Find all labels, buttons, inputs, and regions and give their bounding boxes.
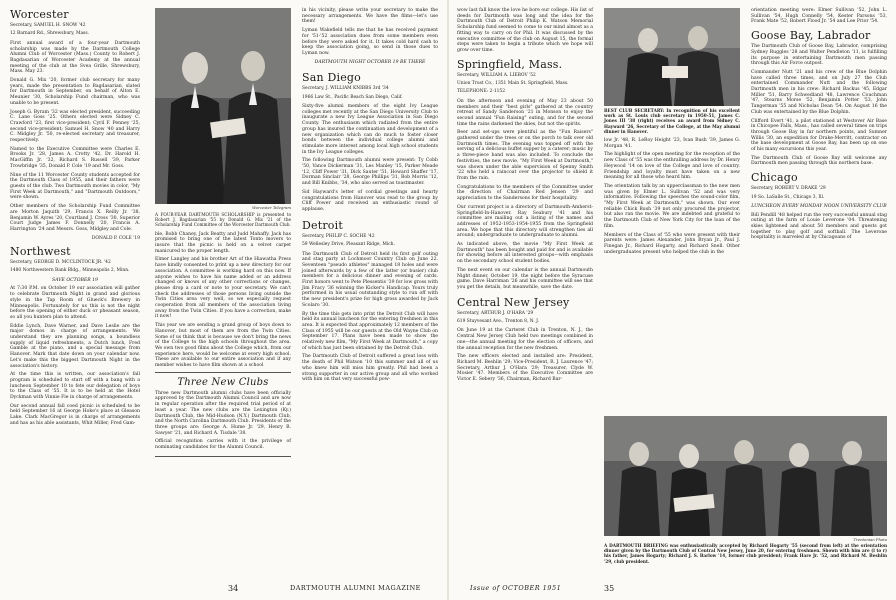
san-diego-secretary: Secretary, J. WILLIAM KNIBBS 3rd '34 — [302, 86, 389, 92]
worcester-paragraph: Joseph G. Byram '32 was elected president, succeeding C. Lane Goss '25. Others elected were Sidney C. Crawford '23, first vice-president; Cyril F. Penney '25, second vice-president; Samuel H. Snow '40 and Harry C. Midgley Jr. '50, re-elected secretary and treasurer, respectively. — [10, 109, 140, 144]
central-new-jersey-continued-paragraph: Members of the Class of '55 who were present with their parents were: James Alexander, John Bryan Jr., Paul J. Finegan Jr., Richard Hogarty, and Richard Snell. Other undergraduates present who helped the club in the — [604, 232, 740, 255]
chicago-secretary: Secretary, ROBERT V. DRAKE '29 — [751, 186, 826, 192]
worcester-signature: DONALD P. COLE '19 — [91, 235, 140, 241]
briefing-photo-credit: Trentonian Photo — [853, 537, 887, 542]
northwest-continued-paragraph: in his vicinity, please write your secretary to make the necessary arrangements. We have the films—let's use them! — [302, 8, 438, 25]
central-new-jersey-continued-paragraph: The orientation talk by an upperclassman to the new men was given by Elmer L. Sullivan '52 and was very informative. Following the speeches the sound-color film, "My First Week at Dartmouth," was shown. Our ever reliable Chick Bush '39 not only procured the projector, but also ran the movie. We are indebted and grateful to the Dartmouth Club of New York City for the loan of the film. — [604, 183, 740, 229]
worcester-paragraph: Other members of the Scholarship Fund Committee are Morton Jaquith '29, Francis X. Reilly Jr. '38, Benjamin W. Ayres '20, Courtland J. Cross '30, Superior Court Judge James F. Donnelly '20, Francis A. Harrington '24 and Messrs. Goss, Midgley and Cole. — [10, 204, 140, 232]
northwest-continued-paragraph: Elmer Langley and his brother Art of the Hiawatha Press have kindly consented to print up a new directory for our association. A committee is working hard on this now. If anyone wishes to have his name added or an address changed or knows of any other corrections or changes, please drop a card or note to your secretary. We can't check the addresses of those persons living outside the Twin Cities area very well, so we especially request cooperation from all members of the association living away from the Twin Cities. If you have a correction, make it now! — [155, 257, 291, 320]
central-new-jersey-paragraph: The new officers elected and installed are: President, Richard M. Beshlin '29; Vice-President, R. J. Laurence '47; Secretary, Arthur J. O'Hara '29; Treasurer, Clyde W. Mosier '47. Members of the Executive Committee are Victor E. Sebery '36, Chairman, Richard Bar- — [457, 354, 593, 383]
detroit-paragraph: The Dartmouth Club of Detroit held its first golf outing and stag party at Lochmoor Country Club on June 22. Seventeen "pseudo athletes" managed 18 holes and were joined afterwards by a few of the latter (or busier) club members for a delicious dinner and evening of cards. First honors went to Pete Plessentis '39 for low gross with Jim Fracy '36 winning the Kicker's Handicap. Yours truly performed in his usual outstanding style to run off with the new president's prize for high gross awarded by Jack Scolaro '30. — [302, 251, 438, 308]
san-diego-heading: San Diego — [302, 71, 361, 85]
northwest-paragraph: At 7:30 P.M. on October 19 our association will gather to celebrate Dartmouth Night in grand and glorious style in the Tap Room of Glueck's Brewery in Minneapolis. Fortunately for us this is not the night before the opening of either duck or pheasant season, so all you hunters plan to attend. — [10, 286, 140, 320]
central-new-jersey-address: 619 Stuyvesant Ave., Trenton 8, N. J. — [457, 319, 539, 325]
northwest-continued-paragraph: This year we are sending a grand group of boys down to Hanover, but most of them are from the Twin Cities. Some of us think that is because we don't bring the news of the College to the high schools throughout the area. We own two good films about the College which, from our experience here, would be welcome at every high school. These are available to our entire association and if any member wishes to have film shown at a school — [155, 323, 291, 369]
worcester-paragraph: Named to the Executive Committee were Charles E. Brooks Jr. '28, James A. Crotty '42, Dr. Harold H. MacGiffin Jr. '32, Richard S. Russell '39, Parker Trowbridge '35, Donald P. Cole '19 and Mr. Goss. — [10, 146, 140, 169]
detroit-paragraph: The Dartmouth Club of Detroit suffered a great loss with the death of Phil Watson '10 this summer and all of us who knew him will miss him greatly. Phil had been a strong supporter in our active group and all who worked with him on that very successful pow- — [302, 354, 438, 383]
page-gutter — [447, 0, 449, 600]
left-column-2 — [155, 8, 291, 460]
chicago-luncheon-notice: LUNCHEON EVERY MONDAY NOON UNIVERSITY CLUB — [751, 203, 887, 209]
detroit-address: 59 Wellesley Drive, Pleasant Ridge, Mich. — [302, 242, 395, 248]
detroit-paragraph: By the time this gets into print the Detroit Club will have held its annual luncheon for the entering freshmen in this area. It is expected that approximately 12 members of the Class of 1955 will be our guests at the Old Wayne Club on September 17. Plans have been made to show the relatively new film, "My First Week at Dartmouth," a copy of which has just been obtained by the Detroit Club. — [302, 311, 438, 351]
goose-bay-paragraph: The Dartmouth Club of Goose Bay, Labrador, comprising Sydney Ruggles '28 and Walter Pendleton '11, is fulfilling its purpose in entertaining Dartmouth men passing through this Air Force outpost. — [751, 44, 887, 67]
central-new-jersey-continued-paragraph: The highlight of the open meeting for the reception of the new Class of '55 was the enthralling address by Dr. Henry Heywood '14 on love of the College and love of country. Friendship and loyalty must have taken on a new meaning for all those who heard him. — [604, 152, 740, 181]
scholarship-photo — [155, 8, 291, 204]
briefing-photo-block — [604, 416, 887, 568]
right-footer-issue: Issue of OCTOBER 1951 — [470, 584, 562, 592]
left-column-3 — [302, 8, 438, 386]
right-column-2 — [604, 8, 740, 258]
springfield-paragraph: Congratulations to the members of the Committee under the direction of Chairman Red Jensen '29 and appreciation to the Sandersons for their hospitality. — [457, 184, 593, 202]
scholarship-photo-image — [155, 8, 291, 204]
chicago-paragraph: Bill Pendill '48 helped run the very successful annual stag outing at the farm of Louie Leverone '04. Threatening skies lightened and about 50 members and guests got together to play golf and softball. The Leverone hospitality is marveled at by Chicagoans of — [751, 212, 887, 241]
briefing-photo-image — [604, 416, 887, 536]
central-new-jersey-continued-paragraph: low Jr. '48, R. LeRoy Height '23, Ivan Bush '39, James G. Morgan '41. — [604, 138, 740, 149]
springfield-phone: TELEPHONE: 2-1152 — [457, 89, 506, 95]
best-secretary-photo-image — [604, 8, 740, 106]
springfield-address: Union Trust Co., 1351 Main St. Springfield, Mass. — [457, 81, 569, 87]
chicago-address: 19 So. LaSalle St., Chicago 3, Ill. — [751, 194, 825, 200]
goose-bay-paragraph: Clifford Evert '41, a pilot stationed at Westover Air Base in Chicopee Falls, Mass., has called several times on trips through Goose Bay in far northern points, and Sumner Willis '30, an expedition for Drake-Merritt, contractor on the base development at Goose Bay, has been up on one of his many excursions this year. — [751, 118, 887, 153]
central-new-jersey-paragraph: On June 19 at the Carteret Club in Trenton, N. J., the Central New Jersey Club held two meetings combined in one—the annual meeting for the election of officers, and the annual reception for the new freshmen. — [457, 328, 593, 351]
northwest-continued-paragraph: ble, Bobb Chaney, Jack Beatty and Judd Mahaffy. Jack has promised to bring one of the latest Tonto movers to insure that the picnic is held on a velvet carpet manicured to the proper length. — [155, 231, 291, 254]
springfield-paragraph: As indicated above, the movie "My First Week at Dartmouth" has been bought and paid for and is available for showing before all interested groups—with emphasis on the secondary school student bodies. — [457, 242, 593, 265]
springfield-paragraph: The next event on our calendar is the annual Dartmouth Night dinner, October 19, the night before the Syracuse game. Dave Harriman '26 and his committee will see that you get the details, but meanwhile, save the date. — [457, 267, 593, 290]
briefing-photo — [604, 416, 887, 536]
best-secretary-caption: BEST CLUB SECRETARY: In recognition of his excellent work as St. Louis club secretary in 1950-51, James C. Jones III '38 (right) receives an award from Sidney C. Hayward '26, Secretary of the College, at the May alumni dinner in Hanover. — [604, 108, 740, 134]
san-diego-paragraph: The following Dartmouth alumni were present: Ty Cobb '50, Vance Dickerman '31, Les Manley '15, Parker Meade '12, Cliff Power '31, Dick Sauter '51, Howard Shaffer '17, Dorman Sinclair '28, George Phillips '31, Bob Morris '12, and Bill Knibbs, '34, who also served as toastmaster. — [302, 158, 438, 187]
goose-bay-paragraph: The Dartmouth Club of Goose Bay will welcome any Dartmouth men passing through this northern base. — [751, 155, 887, 167]
san-diego-paragraph: Sid Hayward's letter of cordial greetings and hearty congratulations from Hanover was read to the group by Cliff Power and received an enthusiastic round of applause. — [302, 189, 438, 212]
chicago-heading: Chicago — [751, 171, 798, 185]
worcester-paragraph: Donald G. Mix '20, former club secretary for many years, made the presentation to Bagdasarian, slated for Dartmouth in September, on behalf of Alton E. Meunier '30, Scholarship Fund chairman, who was unable to be present. — [10, 78, 140, 106]
northwest-secretary: Secretary, GEORGE D. MCCLINTOCK JR. '42 — [10, 260, 111, 266]
detroit-heading: Detroit — [302, 218, 343, 232]
scholarship-photo-credit: Worcester Telegram — [252, 205, 291, 210]
northwest-paragraph: At the time this is written, our association's fall program is scheduled to start off with a bang with a luncheon September 10 to fete our delegation of boys to the Class of '55. It is to be held at the Hotel Dyckman with Vinnie Fie in charge of arrangements. — [10, 372, 140, 401]
right-column-3 — [751, 8, 887, 244]
worcester-heading: Worcester — [10, 8, 69, 21]
northwest-continued-paragraph: Lyman Wakefield tells me that he has received payment for '51-'52 association dues from some members even before they were asked for it. It takes cold hard cash to keep the association going, so send in those dues to Lyman now. — [302, 28, 438, 56]
right-page-number: 35 — [604, 584, 615, 593]
dartmouth-night-notice: DARTMOUTH NIGHT OCTOBER 19 BE THERE — [314, 59, 426, 65]
left-page-number: 34 — [228, 584, 239, 593]
three-new-clubs-text: Three new Dartmouth alumni clubs have been officially approved by the Dartmouth Alumni Council and are now in regular operation after the required trial period of at least a year. The new clubs are the Lexington (Ky.) Dartmouth Club, the Mid-Hudson (N.Y.) Dartmouth Club, and the North Carolina Dartmouth Club. Presidents of the three groups are: George A. Hume Jr. '29, Henry B. Sawyer '21, and Richard A. Tisdale '38. — [155, 390, 291, 436]
detroit-secretary: Secretary, PHILIP C. SOCHE '42 — [302, 233, 375, 239]
three-new-clubs-heading: Three New Clubs — [177, 376, 269, 388]
worcester-address: 12 Barnard Rd., Shrewsbury, Mass. — [10, 31, 89, 37]
central-new-jersey-secretary: Secretary, ARTHUR J. O'HARA '29 — [457, 310, 534, 316]
springfield-heading: Springfield, Mass. — [457, 57, 563, 71]
springfield-paragraph: Our current project is a directory of Dartmouth-Amherst-Springfield-In-Hanover. Ray Seabury '41 and his committee are mailing out a listing of the names and addresses of 1952-1953-1954-1955 from the Springfield area. We hope that this directory will strengthen ties all around; undergraduate to undergraduate to alumni. — [457, 204, 593, 239]
san-diego-paragraph: Sixty-five alumni members of the eight Ivy League colleges met recently at the San Diego University Club to inaugurate a new Ivy League Association in San Diego County. The enthusiasm which radiated from the entire group has insured the continuation and development of a new organization which can do much to foster closer bonds between the individual college alumni and stimulate more interest among local high school students in the Ivy League colleges. — [302, 104, 438, 155]
northwest-heading: Northwest — [10, 245, 71, 259]
central-new-jersey-heading: Central New Jersey — [457, 295, 570, 309]
northwest-save-date: SAVE OCTOBER 19 — [52, 277, 98, 283]
central-new-jersey-continued-paragraph: orientation meeting were: Elmer Sullivan '52, John L. Sullivan '54, Hugh Connelly '54, Kester Parsons '53, Frank Mate '52, Robert Flood Jr. '54 and Lee Prior '54. — [751, 8, 887, 25]
left-column-1 — [10, 8, 140, 430]
springfield-paragraph: Beer and set-ups were plentiful as the "Fun Raisers" gathered under the trees or on the porch to talk over old Dartmouth times. The evening was topped off with the serving of a delicious buffet supper by a caterer; music by a three-piece band was also included. To conclude the festivities, the new movie, "My First Week at Dartmouth," was shown under the able supervision of Spenny Smith '22 who held a raincoat over the projector to shield it from the rain. — [457, 130, 593, 181]
springfield-paragraph: On the afternoon and evening of May 23 about 50 members and their "best girls" gathered at the country retreat of Sandy Sanderson '21 in Monson to enjoy the second annual "Fun Raising" outing, and for the second time the rains darkened the skies, but not the spirits. — [457, 98, 593, 127]
three-new-clubs-text: Official recognition carries with it the privilege of nominating candidates for the Alumni Council. — [155, 439, 291, 451]
northwest-address: 1480 Northwestern Bank Bldg., Minneapolis 2, Minn. — [10, 268, 130, 274]
detroit-continued-paragraph: wow last fall know the love he bore our college. His list of deeds for Dartmouth was long and the idea for the Dartmouth Club of Detroit Philip K. Watson Memorial Scholarship fund seemed to come to our mind almost as a fitting way to carry on for Phil. It was discussed by the executive committee of the club on August 15, the formal steps were taken to begin a tribute which we hope will grow over time. — [457, 8, 593, 53]
worcester-paragraph: First annual award of a four-year Dartmouth scholarship was made by the Dartmouth College Alumni Club of Worcester (Mass.) County to Robert J. Bagdasarian of Worcester Academy at the annual meeting of the club at the Svea Grille, Shrewsbury, Mass. May 23. — [10, 40, 140, 75]
scholarship-caption: A FOUR-YEAR DARTMOUTH SCHOLARSHIP is presented to Robert J. Bagdasarian '55 by Donald G. Mix '21 of the Scholarship Fund Committee of the Worcester Dartmouth Club. — [155, 212, 291, 228]
briefing-caption: A DARTMOUTH BRIEFING was enthusiastically accepted by Richard Hogarty '55 (second from left) at the orientation dinner given by the Dartmouth Club of Central New Jersey, June 20, for entering freshmen. Shown with him are (l to r) his father, James Hogarty; Richard J. S. Barlow '14, former club president; Frank Hare Jr. '52, and Richard M. Beshlin '29, club president. — [604, 543, 887, 564]
worcester-paragraph: Nine of the 11 Worcester County students accepted for the Dartmouth Class of 1955, and their fathers were guests of the club. Two Dartmouth movies in color, "My First Week at Dartmouth," and "Dartmouth Outdoors," were shown. — [10, 172, 140, 201]
three-new-clubs-box — [155, 372, 291, 457]
best-secretary-photo — [604, 8, 740, 106]
goose-bay-heading: Goose Bay, Labrador — [751, 29, 871, 43]
left-footer-magazine: DARTMOUTH ALUMNI MAGAZINE — [290, 584, 421, 592]
san-diego-address: 1966 Law St., Pacific Beach San Diego, Calif. — [302, 94, 403, 100]
right-column-1 — [457, 8, 593, 386]
springfield-secretary: Secretary, WILLIAM A. LIEBOV '52 — [457, 72, 536, 78]
goose-bay-paragraph: Commander Nutt '21 and his crew of the Blue Dolphin have called three times, and on July 27 the Club entertained Commander Nutt and the following Dartmouth men in his crew: Richard Backus '45, Edgar Miller '51, Barry Schwedland '48, Lawrence Couchman '47, Stearns Morse '52, Benjamin Potter '53, John Tangerman '55 and Nicholas Dean '54. On August 16 the Club was entertained by the Blue Dolphin. — [751, 69, 887, 115]
northwest-paragraph: Eddie Lynch, Dave Warner, and Dave Leslie are the major domos in charge of arrangements. We understand they are planning songs, a boundless supply of liquid refreshments, a Dutch lunch, Fred Gamble at the piano, and a special message from Hanover. Mark that date down on your calendar now. Let's make this the biggest Dartmouth Night in the association's history. — [10, 323, 140, 369]
worcester-secretary: Secretary, SAMUEL H. SNOW '42 — [10, 23, 86, 28]
northwest-paragraph: Our second annual fall coed picnic is scheduled to be held September 16 at George Hoke's place at Gleason Lake. Clark MacGregor is in charge of arrangements and has as his able assistants, Whit Miller, Fred Gam- — [10, 403, 140, 426]
